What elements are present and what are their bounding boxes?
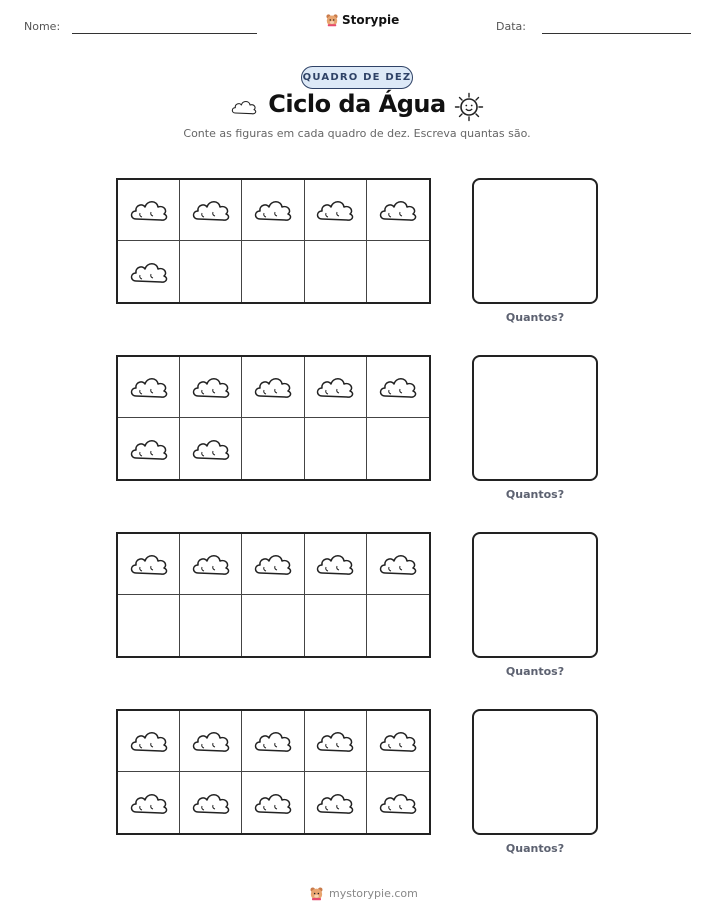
ten-frame-cell xyxy=(305,534,367,595)
ten-frame-cell xyxy=(305,180,367,241)
ten-frame-cell xyxy=(242,241,304,302)
ten-frame-cell xyxy=(367,711,429,772)
cloud-icon xyxy=(189,788,233,818)
cloud-icon xyxy=(251,195,295,225)
cloud-icon xyxy=(376,195,420,225)
ten-frame-cell xyxy=(242,418,304,479)
cloud-icon xyxy=(251,726,295,756)
ten-frame-cell xyxy=(242,180,304,241)
cloud-icon xyxy=(127,788,171,818)
name-line[interactable] xyxy=(72,33,257,34)
ten-frame xyxy=(116,532,431,658)
ten-frame-cell xyxy=(118,711,180,772)
ten-frame-cell xyxy=(367,357,429,418)
ten-frame-cell xyxy=(305,241,367,302)
cloud-icon xyxy=(127,726,171,756)
ten-frame-cell xyxy=(118,418,180,479)
bear-logo-icon xyxy=(325,13,339,27)
cloud-icon xyxy=(189,549,233,579)
cloud-icon xyxy=(376,372,420,402)
ten-frame-cell xyxy=(118,180,180,241)
cloud-icon xyxy=(376,549,420,579)
footer xyxy=(309,886,418,901)
cloud-icon xyxy=(376,788,420,818)
ten-frame-cell xyxy=(118,772,180,833)
ten-frame-cell xyxy=(242,595,304,656)
worksheet-type-badge: QUADRO DE DEZ xyxy=(301,66,413,89)
ten-frame-cell xyxy=(367,595,429,656)
ten-frame-cell xyxy=(305,595,367,656)
ten-frame-cell xyxy=(180,357,242,418)
answer-box[interactable] xyxy=(472,178,598,304)
ten-frame-cell xyxy=(367,534,429,595)
instructions: Conte as figuras em cada quadro de dez. Escreva quantas são. xyxy=(183,127,531,140)
answer-label: Quantos? xyxy=(505,665,565,678)
cloud-icon xyxy=(313,549,357,579)
cloud-icon xyxy=(127,549,171,579)
brand-name: Storypie xyxy=(342,13,400,27)
ten-frame-cell xyxy=(367,241,429,302)
ten-frame xyxy=(116,355,431,481)
cloud-icon xyxy=(251,372,295,402)
ten-frame-cell xyxy=(180,772,242,833)
bear-logo-icon xyxy=(309,886,324,901)
name-label: Nome: xyxy=(24,20,61,33)
ten-frame xyxy=(116,709,431,835)
answer-label: Quantos? xyxy=(505,488,565,501)
cloud-icon xyxy=(313,788,357,818)
cloud-icon xyxy=(127,257,171,287)
footer-url[interactable]: mystorypie.com xyxy=(329,887,418,900)
ten-frame-cell xyxy=(305,418,367,479)
ten-frame-cell xyxy=(180,711,242,772)
ten-frame-cell xyxy=(180,534,242,595)
cloud-icon xyxy=(189,195,233,225)
ten-frame-cell xyxy=(367,772,429,833)
date-label: Data: xyxy=(496,20,526,33)
ten-frame-cell xyxy=(118,357,180,418)
cloud-icon xyxy=(127,195,171,225)
answer-box[interactable] xyxy=(472,709,598,835)
answer-box[interactable] xyxy=(472,532,598,658)
ten-frame-cell xyxy=(305,357,367,418)
ten-frame xyxy=(116,178,431,304)
ten-frame-cell xyxy=(305,772,367,833)
cloud-icon xyxy=(313,726,357,756)
ten-frame-cell xyxy=(118,241,180,302)
ten-frame-cell xyxy=(118,595,180,656)
cloud-icon xyxy=(313,372,357,402)
ten-frame-cell xyxy=(242,534,304,595)
ten-frame-cell xyxy=(118,534,180,595)
cloud-icon xyxy=(189,372,233,402)
ten-frame-cell xyxy=(180,595,242,656)
cloud-icon xyxy=(127,372,171,402)
cloud-icon xyxy=(189,726,233,756)
cloud-icon xyxy=(251,549,295,579)
answer-label: Quantos? xyxy=(505,311,565,324)
ten-frame-cell xyxy=(180,180,242,241)
cloud-icon xyxy=(376,726,420,756)
ten-frame-cell xyxy=(242,772,304,833)
ten-frame-cell xyxy=(367,418,429,479)
ten-frame-cell xyxy=(180,418,242,479)
ten-frame-cell xyxy=(242,357,304,418)
cloud-icon xyxy=(189,434,233,464)
ten-frame-cell xyxy=(242,711,304,772)
ten-frame-cell xyxy=(305,711,367,772)
cloud-icon xyxy=(251,788,295,818)
answer-label: Quantos? xyxy=(505,842,565,855)
answer-box[interactable] xyxy=(472,355,598,481)
cloud-icon xyxy=(127,434,171,464)
date-line[interactable] xyxy=(542,33,691,34)
ten-frame-cell xyxy=(367,180,429,241)
page-title: Ciclo da Água xyxy=(268,90,446,118)
brand xyxy=(325,13,399,27)
ten-frame-cell xyxy=(180,241,242,302)
cloud-icon xyxy=(313,195,357,225)
sun-icon xyxy=(454,92,484,122)
